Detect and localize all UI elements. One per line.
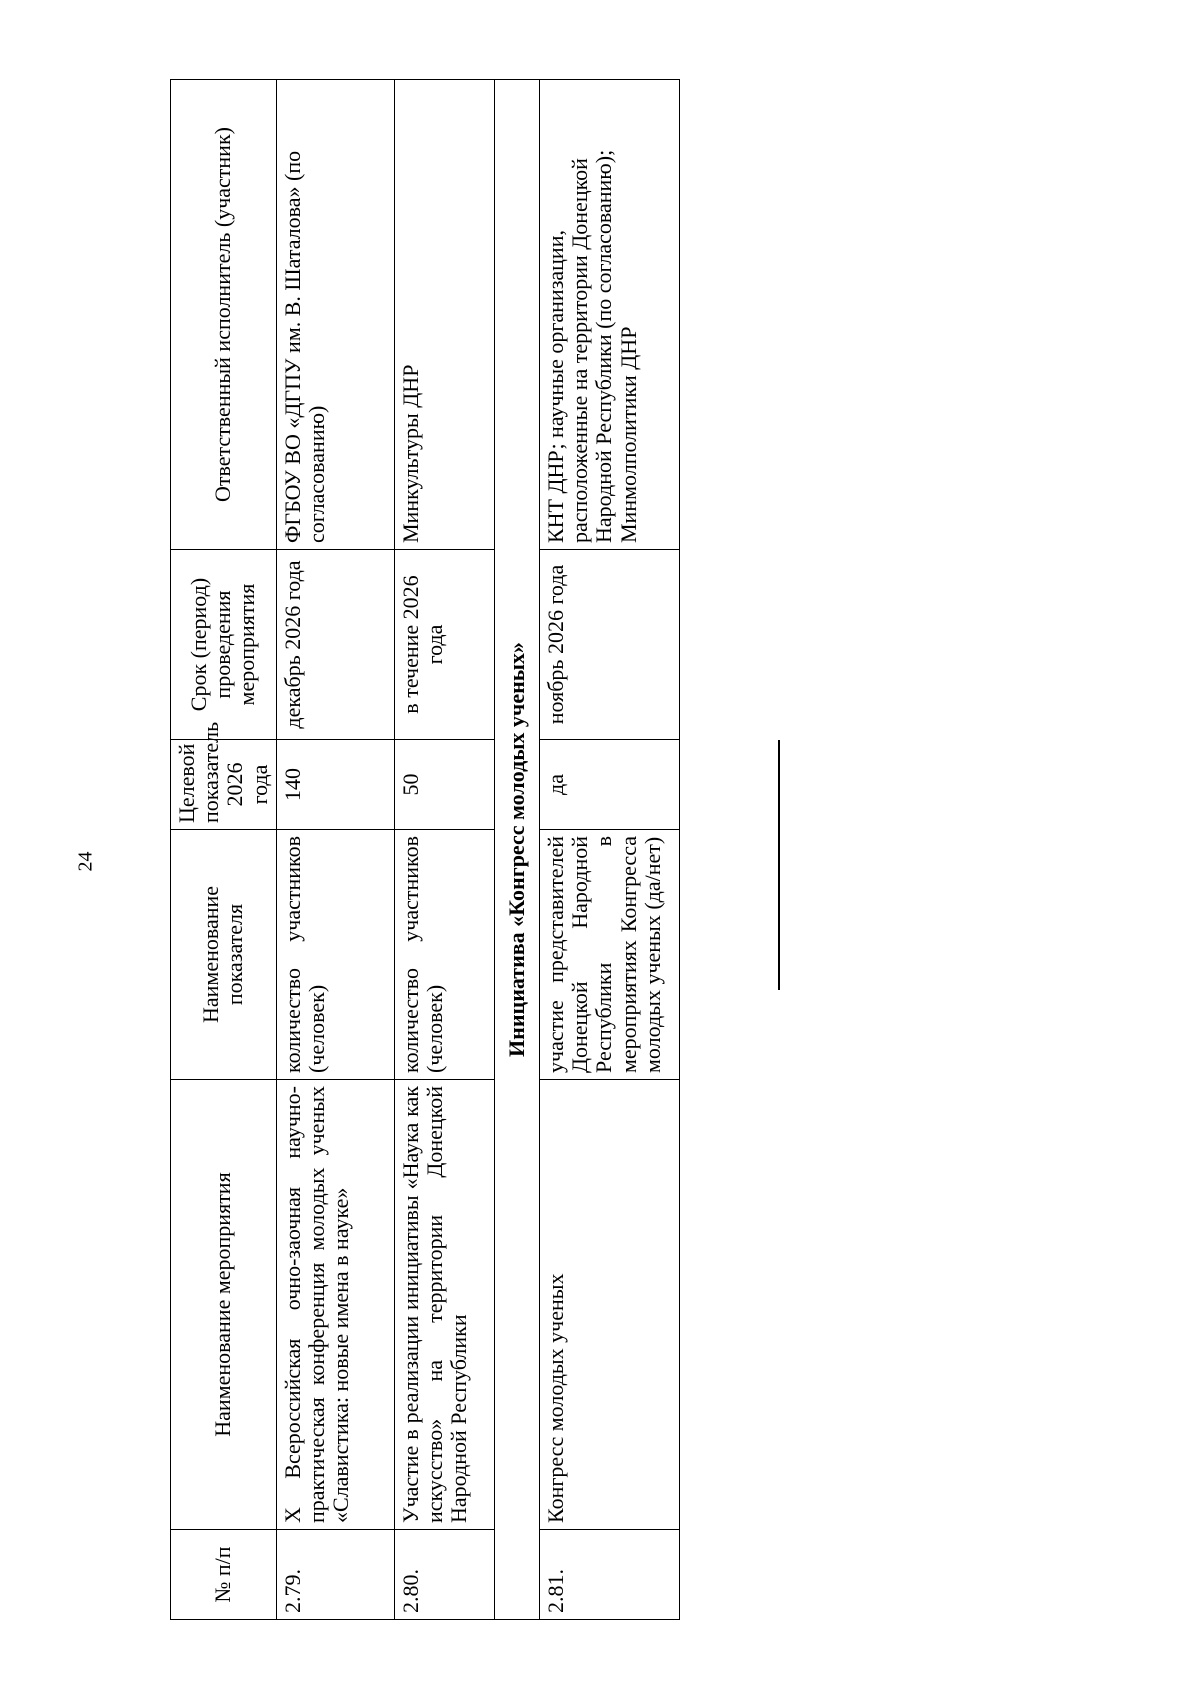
row-target: 140 xyxy=(276,740,394,830)
rotated-table-container xyxy=(170,80,730,1620)
row-target: 50 xyxy=(394,740,494,830)
row-indicator: количество участников (человек) xyxy=(394,830,494,1080)
section-title: Инициатива «Конгресс молодых ученых» xyxy=(494,80,539,1620)
end-divider-line xyxy=(778,740,780,990)
page-number: 24 xyxy=(74,851,97,872)
row-indicator: количество участников (человек) xyxy=(276,830,394,1080)
row-target: да xyxy=(539,740,679,830)
header-target: Целевой показатель 2026 года xyxy=(171,740,277,830)
row-responsible: КНТ ДНР; научные организации, расположенные на территории Донецкой Народной Республики (по согласованию); Минмолполитики ДНР xyxy=(539,80,679,550)
row-term: декабрь 2026 года xyxy=(276,550,394,740)
row-term: ноябрь 2026 года xyxy=(539,550,679,740)
row-num: 2.79. xyxy=(276,1530,394,1620)
row-indicator: участие представителей Донецкой Народной Республики в мероприятиях Конгресса молодых ученых (да/нет) xyxy=(539,830,679,1080)
row-responsible: Минкультуры ДНР xyxy=(394,80,494,550)
row-event: Участие в реализации инициативы «Наука как искусство» на территории Донецкой Народной Республики xyxy=(394,1080,494,1530)
header-indicator: Наименование показателя xyxy=(171,830,277,1080)
row-num: 2.80. xyxy=(394,1530,494,1620)
header-responsible: Ответственный исполнитель (участник) xyxy=(171,80,277,550)
table-row xyxy=(539,80,679,1620)
header-term: Срок (период) проведения мероприятия xyxy=(171,550,277,740)
table-header-row xyxy=(171,80,277,1620)
table-row xyxy=(394,80,494,1620)
activities-table xyxy=(170,79,680,1620)
row-event: Конгресс молодых ученых xyxy=(539,1080,679,1530)
header-event: Наименование мероприятия xyxy=(171,1080,277,1530)
section-row xyxy=(494,80,539,1620)
row-responsible: ФГБОУ ВО «ДГПУ им. В. Шаталова» (по согласованию) xyxy=(276,80,394,550)
row-event: X Всероссийская очно-заочная научно-практическая конференция молодых ученых «Славистика: новые имена в науке» xyxy=(276,1080,394,1530)
header-num: № п/п xyxy=(171,1530,277,1620)
table-row xyxy=(276,80,394,1620)
row-num: 2.81. xyxy=(539,1530,679,1620)
row-term: в течение 2026 года xyxy=(394,550,494,740)
table-rotation-holder xyxy=(170,80,730,1620)
